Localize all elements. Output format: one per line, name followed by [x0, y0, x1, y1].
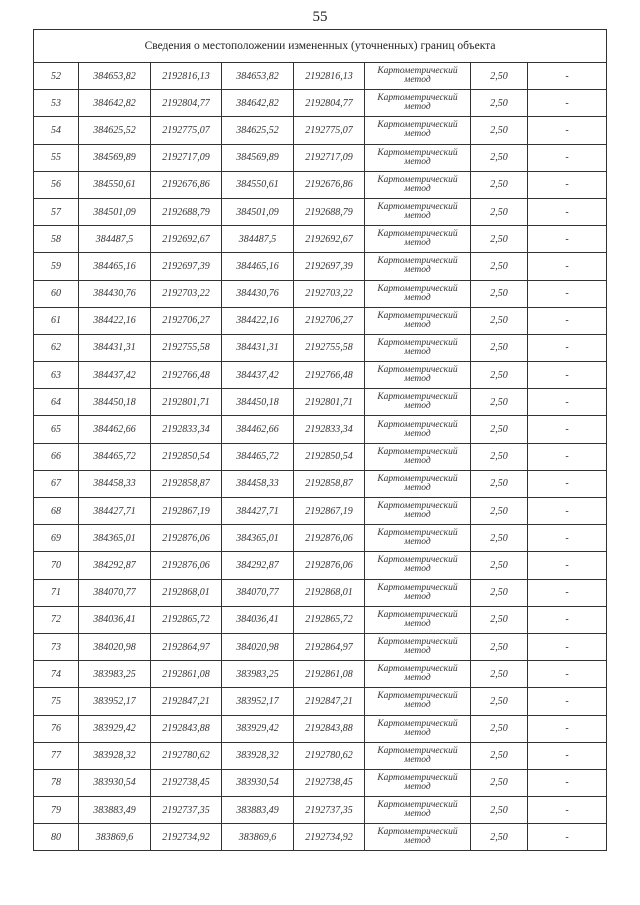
cell-description: - — [528, 416, 607, 443]
cell-point-number: 56 — [34, 171, 79, 198]
cell-x-existing: 384653,82 — [79, 63, 151, 90]
table-row — [34, 280, 607, 307]
cell-description: - — [528, 661, 607, 688]
cell-method: Картометрический метод — [365, 769, 471, 796]
boundary-coordinates-table — [33, 29, 607, 851]
cell-x-existing: 384462,66 — [79, 416, 151, 443]
cell-description: - — [528, 443, 607, 470]
cell-y-existing: 2192858,87 — [151, 470, 222, 497]
cell-y-new: 2192833,34 — [294, 416, 365, 443]
cell-y-new: 2192867,19 — [294, 498, 365, 525]
cell-y-existing: 2192843,88 — [151, 715, 222, 742]
table-row — [34, 362, 607, 389]
cell-x-existing: 384036,41 — [79, 606, 151, 633]
cell-y-new: 2192734,92 — [294, 824, 365, 851]
cell-y-new: 2192876,06 — [294, 525, 365, 552]
cell-y-new: 2192850,54 — [294, 443, 365, 470]
cell-description: - — [528, 824, 607, 851]
table-row — [34, 90, 607, 117]
cell-x-existing: 384292,87 — [79, 552, 151, 579]
cell-y-existing: 2192688,79 — [151, 198, 222, 225]
cell-point-number: 76 — [34, 715, 79, 742]
cell-point-number: 57 — [34, 198, 79, 225]
cell-x-new: 383928,32 — [222, 742, 294, 769]
cell-x-existing: 384450,18 — [79, 389, 151, 416]
cell-description: - — [528, 579, 607, 606]
page-number: 55 — [312, 9, 328, 25]
cell-point-number: 68 — [34, 498, 79, 525]
cell-x-existing: 384465,72 — [79, 443, 151, 470]
table-row — [34, 742, 607, 769]
cell-y-existing: 2192876,06 — [151, 552, 222, 579]
cell-x-existing: 383883,49 — [79, 797, 151, 824]
cell-x-new: 384437,42 — [222, 362, 294, 389]
cell-description: - — [528, 769, 607, 796]
cell-description: - — [528, 280, 607, 307]
cell-description: - — [528, 144, 607, 171]
cell-accuracy: 2,50 — [471, 389, 528, 416]
cell-y-new: 2192775,07 — [294, 117, 365, 144]
table-row — [34, 198, 607, 225]
cell-description: - — [528, 742, 607, 769]
cell-x-existing: 384437,42 — [79, 362, 151, 389]
cell-point-number: 55 — [34, 144, 79, 171]
cell-method: Картометрический метод — [365, 198, 471, 225]
cell-y-existing: 2192867,19 — [151, 498, 222, 525]
cell-accuracy: 2,50 — [471, 280, 528, 307]
cell-accuracy: 2,50 — [471, 824, 528, 851]
cell-x-new: 384550,61 — [222, 171, 294, 198]
cell-y-existing: 2192734,92 — [151, 824, 222, 851]
cell-accuracy: 2,50 — [471, 661, 528, 688]
table-row — [34, 334, 607, 361]
cell-description: - — [528, 117, 607, 144]
cell-y-new: 2192703,22 — [294, 280, 365, 307]
cell-accuracy: 2,50 — [471, 579, 528, 606]
cell-method: Картометрический метод — [365, 525, 471, 552]
table-row — [34, 633, 607, 660]
cell-x-existing: 384569,89 — [79, 144, 151, 171]
cell-x-new: 384642,82 — [222, 90, 294, 117]
cell-y-existing: 2192676,86 — [151, 171, 222, 198]
table-row — [34, 307, 607, 334]
cell-x-existing: 384365,01 — [79, 525, 151, 552]
table-row — [34, 661, 607, 688]
cell-y-existing: 2192850,54 — [151, 443, 222, 470]
table-row — [34, 416, 607, 443]
cell-x-existing: 384422,16 — [79, 307, 151, 334]
table-row — [34, 144, 607, 171]
cell-y-existing: 2192876,06 — [151, 525, 222, 552]
table-row — [34, 579, 607, 606]
cell-method: Картометрический метод — [365, 90, 471, 117]
cell-point-number: 71 — [34, 579, 79, 606]
cell-x-existing: 384427,71 — [79, 498, 151, 525]
cell-method: Картометрический метод — [365, 226, 471, 253]
cell-x-new: 384465,72 — [222, 443, 294, 470]
cell-point-number: 73 — [34, 633, 79, 660]
cell-method: Картометрический метод — [365, 797, 471, 824]
cell-x-new: 383952,17 — [222, 688, 294, 715]
cell-accuracy: 2,50 — [471, 633, 528, 660]
cell-accuracy: 2,50 — [471, 90, 528, 117]
cell-x-new: 384501,09 — [222, 198, 294, 225]
cell-accuracy: 2,50 — [471, 688, 528, 715]
cell-method: Картометрический метод — [365, 253, 471, 280]
cell-description: - — [528, 470, 607, 497]
table-row — [34, 797, 607, 824]
cell-accuracy: 2,50 — [471, 226, 528, 253]
cell-y-new: 2192843,88 — [294, 715, 365, 742]
cell-accuracy: 2,50 — [471, 470, 528, 497]
cell-x-new: 383929,42 — [222, 715, 294, 742]
table-row — [34, 443, 607, 470]
cell-accuracy: 2,50 — [471, 416, 528, 443]
cell-point-number: 69 — [34, 525, 79, 552]
cell-description: - — [528, 307, 607, 334]
cell-y-new: 2192755,58 — [294, 334, 365, 361]
cell-point-number: 60 — [34, 280, 79, 307]
cell-method: Картометрический метод — [365, 715, 471, 742]
cell-description: - — [528, 525, 607, 552]
cell-y-new: 2192816,13 — [294, 63, 365, 90]
cell-x-existing: 383929,42 — [79, 715, 151, 742]
cell-x-new: 384036,41 — [222, 606, 294, 633]
cell-y-new: 2192864,97 — [294, 633, 365, 660]
cell-x-new: 384625,52 — [222, 117, 294, 144]
cell-x-new: 384427,71 — [222, 498, 294, 525]
cell-point-number: 75 — [34, 688, 79, 715]
cell-point-number: 62 — [34, 334, 79, 361]
cell-accuracy: 2,50 — [471, 171, 528, 198]
cell-y-new: 2192737,35 — [294, 797, 365, 824]
cell-x-existing: 384625,52 — [79, 117, 151, 144]
cell-x-new: 384365,01 — [222, 525, 294, 552]
table-row — [34, 253, 607, 280]
cell-y-existing: 2192775,07 — [151, 117, 222, 144]
cell-description: - — [528, 171, 607, 198]
cell-y-existing: 2192833,34 — [151, 416, 222, 443]
cell-description: - — [528, 362, 607, 389]
table-row — [34, 498, 607, 525]
cell-point-number: 65 — [34, 416, 79, 443]
cell-description: - — [528, 797, 607, 824]
cell-description: - — [528, 552, 607, 579]
cell-y-existing: 2192816,13 — [151, 63, 222, 90]
table-row — [34, 525, 607, 552]
cell-x-new: 384462,66 — [222, 416, 294, 443]
cell-y-new: 2192780,62 — [294, 742, 365, 769]
table-row — [34, 824, 607, 851]
cell-x-new: 384450,18 — [222, 389, 294, 416]
cell-method: Картометрический метод — [365, 389, 471, 416]
cell-x-new: 384292,87 — [222, 552, 294, 579]
table-row — [34, 389, 607, 416]
cell-method: Картометрический метод — [365, 688, 471, 715]
cell-description: - — [528, 498, 607, 525]
cell-accuracy: 2,50 — [471, 498, 528, 525]
cell-x-existing: 383928,32 — [79, 742, 151, 769]
cell-point-number: 79 — [34, 797, 79, 824]
cell-y-existing: 2192864,97 — [151, 633, 222, 660]
cell-x-new: 384431,31 — [222, 334, 294, 361]
cell-y-existing: 2192692,67 — [151, 226, 222, 253]
cell-x-new: 384653,82 — [222, 63, 294, 90]
cell-y-existing: 2192780,62 — [151, 742, 222, 769]
cell-accuracy: 2,50 — [471, 334, 528, 361]
cell-method: Картометрический метод — [365, 443, 471, 470]
cell-point-number: 59 — [34, 253, 79, 280]
cell-description: - — [528, 389, 607, 416]
cell-method: Картометрический метод — [365, 579, 471, 606]
cell-point-number: 58 — [34, 226, 79, 253]
cell-y-existing: 2192738,45 — [151, 769, 222, 796]
cell-y-new: 2192738,45 — [294, 769, 365, 796]
table-body — [34, 30, 607, 851]
cell-y-new: 2192676,86 — [294, 171, 365, 198]
cell-y-existing: 2192804,77 — [151, 90, 222, 117]
cell-method: Картометрический метод — [365, 470, 471, 497]
cell-x-new: 384458,33 — [222, 470, 294, 497]
cell-point-number: 66 — [34, 443, 79, 470]
cell-y-new: 2192706,27 — [294, 307, 365, 334]
cell-method: Картометрический метод — [365, 824, 471, 851]
cell-x-existing: 384430,76 — [79, 280, 151, 307]
table-row — [34, 606, 607, 633]
cell-point-number: 78 — [34, 769, 79, 796]
cell-x-existing: 383930,54 — [79, 769, 151, 796]
cell-point-number: 63 — [34, 362, 79, 389]
cell-y-new: 2192766,48 — [294, 362, 365, 389]
cell-description: - — [528, 198, 607, 225]
cell-y-new: 2192865,72 — [294, 606, 365, 633]
table-row — [34, 171, 607, 198]
cell-x-existing: 384501,09 — [79, 198, 151, 225]
cell-y-existing: 2192706,27 — [151, 307, 222, 334]
cell-description: - — [528, 253, 607, 280]
cell-point-number: 74 — [34, 661, 79, 688]
cell-x-existing: 384465,16 — [79, 253, 151, 280]
cell-x-new: 383883,49 — [222, 797, 294, 824]
cell-x-existing: 384642,82 — [79, 90, 151, 117]
cell-method: Картометрический метод — [365, 661, 471, 688]
cell-x-new: 383869,6 — [222, 824, 294, 851]
cell-y-new: 2192868,01 — [294, 579, 365, 606]
cell-method: Картометрический метод — [365, 307, 471, 334]
cell-x-existing: 383983,25 — [79, 661, 151, 688]
cell-point-number: 54 — [34, 117, 79, 144]
cell-accuracy: 2,50 — [471, 715, 528, 742]
cell-y-new: 2192697,39 — [294, 253, 365, 280]
cell-description: - — [528, 90, 607, 117]
cell-y-new: 2192804,77 — [294, 90, 365, 117]
cell-method: Картометрический метод — [365, 633, 471, 660]
cell-y-new: 2192861,08 — [294, 661, 365, 688]
cell-x-new: 384569,89 — [222, 144, 294, 171]
cell-y-existing: 2192801,71 — [151, 389, 222, 416]
cell-point-number: 77 — [34, 742, 79, 769]
cell-x-new: 384487,5 — [222, 226, 294, 253]
cell-accuracy: 2,50 — [471, 606, 528, 633]
cell-x-new: 383983,25 — [222, 661, 294, 688]
cell-accuracy: 2,50 — [471, 63, 528, 90]
table-title: Сведения о местоположении измененных (уточненных) границ объекта — [34, 30, 607, 63]
table-row — [34, 715, 607, 742]
cell-method: Картометрический метод — [365, 171, 471, 198]
cell-method: Картометрический метод — [365, 552, 471, 579]
cell-y-existing: 2192861,08 — [151, 661, 222, 688]
table-row — [34, 688, 607, 715]
cell-accuracy: 2,50 — [471, 362, 528, 389]
cell-accuracy: 2,50 — [471, 443, 528, 470]
cell-x-existing: 384458,33 — [79, 470, 151, 497]
cell-x-new: 384465,16 — [222, 253, 294, 280]
cell-accuracy: 2,50 — [471, 797, 528, 824]
cell-y-new: 2192717,09 — [294, 144, 365, 171]
cell-method: Картометрический метод — [365, 742, 471, 769]
cell-method: Картометрический метод — [365, 144, 471, 171]
table-row — [34, 63, 607, 90]
table-row — [34, 552, 607, 579]
cell-point-number: 67 — [34, 470, 79, 497]
cell-x-new: 384422,16 — [222, 307, 294, 334]
table-row — [34, 226, 607, 253]
cell-y-new: 2192858,87 — [294, 470, 365, 497]
cell-x-existing: 383952,17 — [79, 688, 151, 715]
cell-point-number: 53 — [34, 90, 79, 117]
cell-point-number: 70 — [34, 552, 79, 579]
cell-x-new: 384430,76 — [222, 280, 294, 307]
cell-y-existing: 2192868,01 — [151, 579, 222, 606]
cell-method: Картометрический метод — [365, 362, 471, 389]
cell-accuracy: 2,50 — [471, 307, 528, 334]
cell-point-number: 64 — [34, 389, 79, 416]
cell-y-existing: 2192847,21 — [151, 688, 222, 715]
cell-description: - — [528, 633, 607, 660]
cell-x-existing: 383869,6 — [79, 824, 151, 851]
cell-y-existing: 2192697,39 — [151, 253, 222, 280]
cell-method: Картометрический метод — [365, 498, 471, 525]
cell-x-existing: 384020,98 — [79, 633, 151, 660]
cell-description: - — [528, 226, 607, 253]
cell-y-existing: 2192737,35 — [151, 797, 222, 824]
cell-description: - — [528, 715, 607, 742]
cell-x-new: 384070,77 — [222, 579, 294, 606]
cell-y-new: 2192688,79 — [294, 198, 365, 225]
cell-accuracy: 2,50 — [471, 253, 528, 280]
cell-accuracy: 2,50 — [471, 742, 528, 769]
table-row — [34, 769, 607, 796]
cell-accuracy: 2,50 — [471, 525, 528, 552]
cell-point-number: 52 — [34, 63, 79, 90]
cell-y-new: 2192692,67 — [294, 226, 365, 253]
cell-method: Картометрический метод — [365, 606, 471, 633]
cell-method: Картометрический метод — [365, 117, 471, 144]
cell-y-new: 2192801,71 — [294, 389, 365, 416]
cell-method: Картометрический метод — [365, 63, 471, 90]
cell-point-number: 80 — [34, 824, 79, 851]
cell-y-existing: 2192755,58 — [151, 334, 222, 361]
cell-x-existing: 384070,77 — [79, 579, 151, 606]
cell-point-number: 61 — [34, 307, 79, 334]
table-row — [34, 117, 607, 144]
cell-y-new: 2192876,06 — [294, 552, 365, 579]
cell-y-new: 2192847,21 — [294, 688, 365, 715]
cell-x-existing: 384550,61 — [79, 171, 151, 198]
table-header-row — [34, 30, 607, 63]
cell-accuracy: 2,50 — [471, 769, 528, 796]
cell-x-existing: 384431,31 — [79, 334, 151, 361]
cell-accuracy: 2,50 — [471, 117, 528, 144]
cell-description: - — [528, 334, 607, 361]
cell-x-new: 383930,54 — [222, 769, 294, 796]
cell-description: - — [528, 606, 607, 633]
cell-accuracy: 2,50 — [471, 552, 528, 579]
cell-method: Картометрический метод — [365, 334, 471, 361]
cell-y-existing: 2192766,48 — [151, 362, 222, 389]
cell-accuracy: 2,50 — [471, 198, 528, 225]
cell-accuracy: 2,50 — [471, 144, 528, 171]
cell-point-number: 72 — [34, 606, 79, 633]
cell-description: - — [528, 63, 607, 90]
cell-method: Картометрический метод — [365, 280, 471, 307]
cell-x-existing: 384487,5 — [79, 226, 151, 253]
cell-x-new: 384020,98 — [222, 633, 294, 660]
cell-description: - — [528, 688, 607, 715]
cell-method: Картометрический метод — [365, 416, 471, 443]
cell-y-existing: 2192865,72 — [151, 606, 222, 633]
table-row — [34, 470, 607, 497]
cell-y-existing: 2192717,09 — [151, 144, 222, 171]
cell-y-existing: 2192703,22 — [151, 280, 222, 307]
